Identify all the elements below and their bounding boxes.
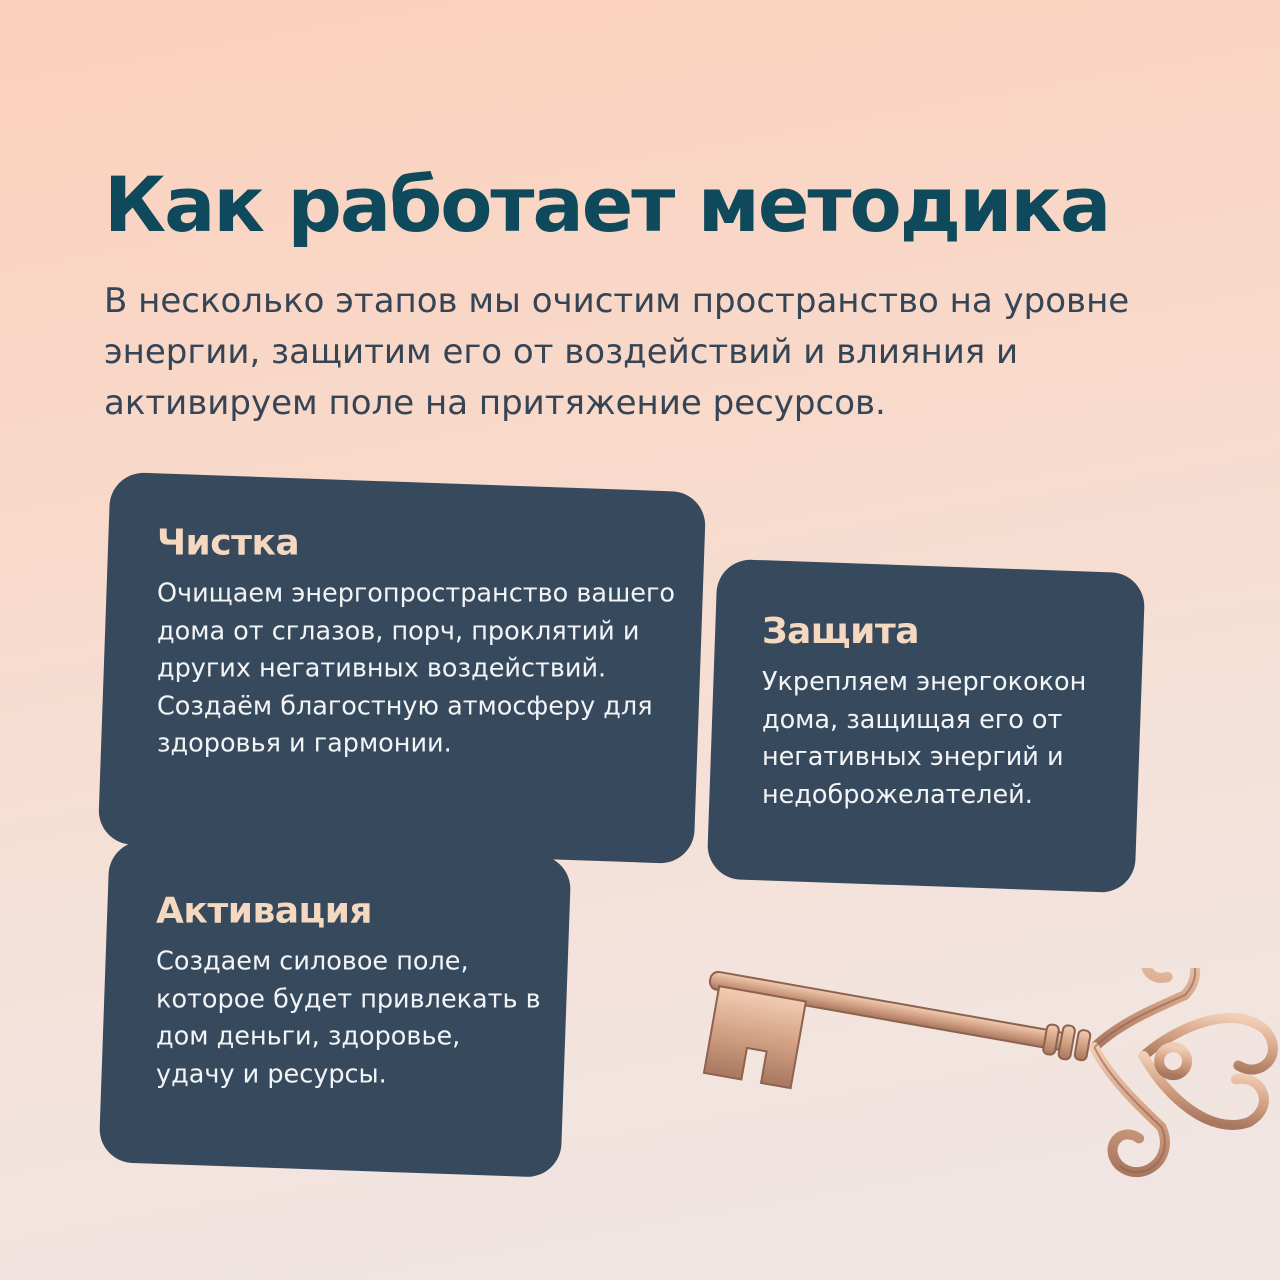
key-icon [660,968,1280,1268]
page-subtitle: В несколько этапов мы очистим пространство на уровне энергии, защитим его от воздействий и влияния и активируем поле на притяжение ресурсов. [104,281,1130,423]
card-cleaning [98,472,707,865]
card-activation-text: Создаем силовое поле, которое будет привлекать в дом деньги, здоровье, удачу и ресурсы. [156,946,541,1090]
page-title: Как работает методика [104,160,1110,249]
card-activation [99,840,572,1178]
card-activation-heading: Активация [156,890,373,932]
card-protection [707,559,1146,894]
card-protection-heading: Защита [761,611,920,653]
card-protection-text: Укрепляем энергококон дома, защищая его от негативных энергий и недоброжелателей. [761,667,1087,810]
card-cleaning-text: Очищаем энергопространство вашего дома от сглазов, порч, проклятий и других негативных воздействий. Создаём благостную атмосферу для здоровья и гармонии. [156,578,675,759]
card-cleaning-heading: Чистка [156,522,300,564]
